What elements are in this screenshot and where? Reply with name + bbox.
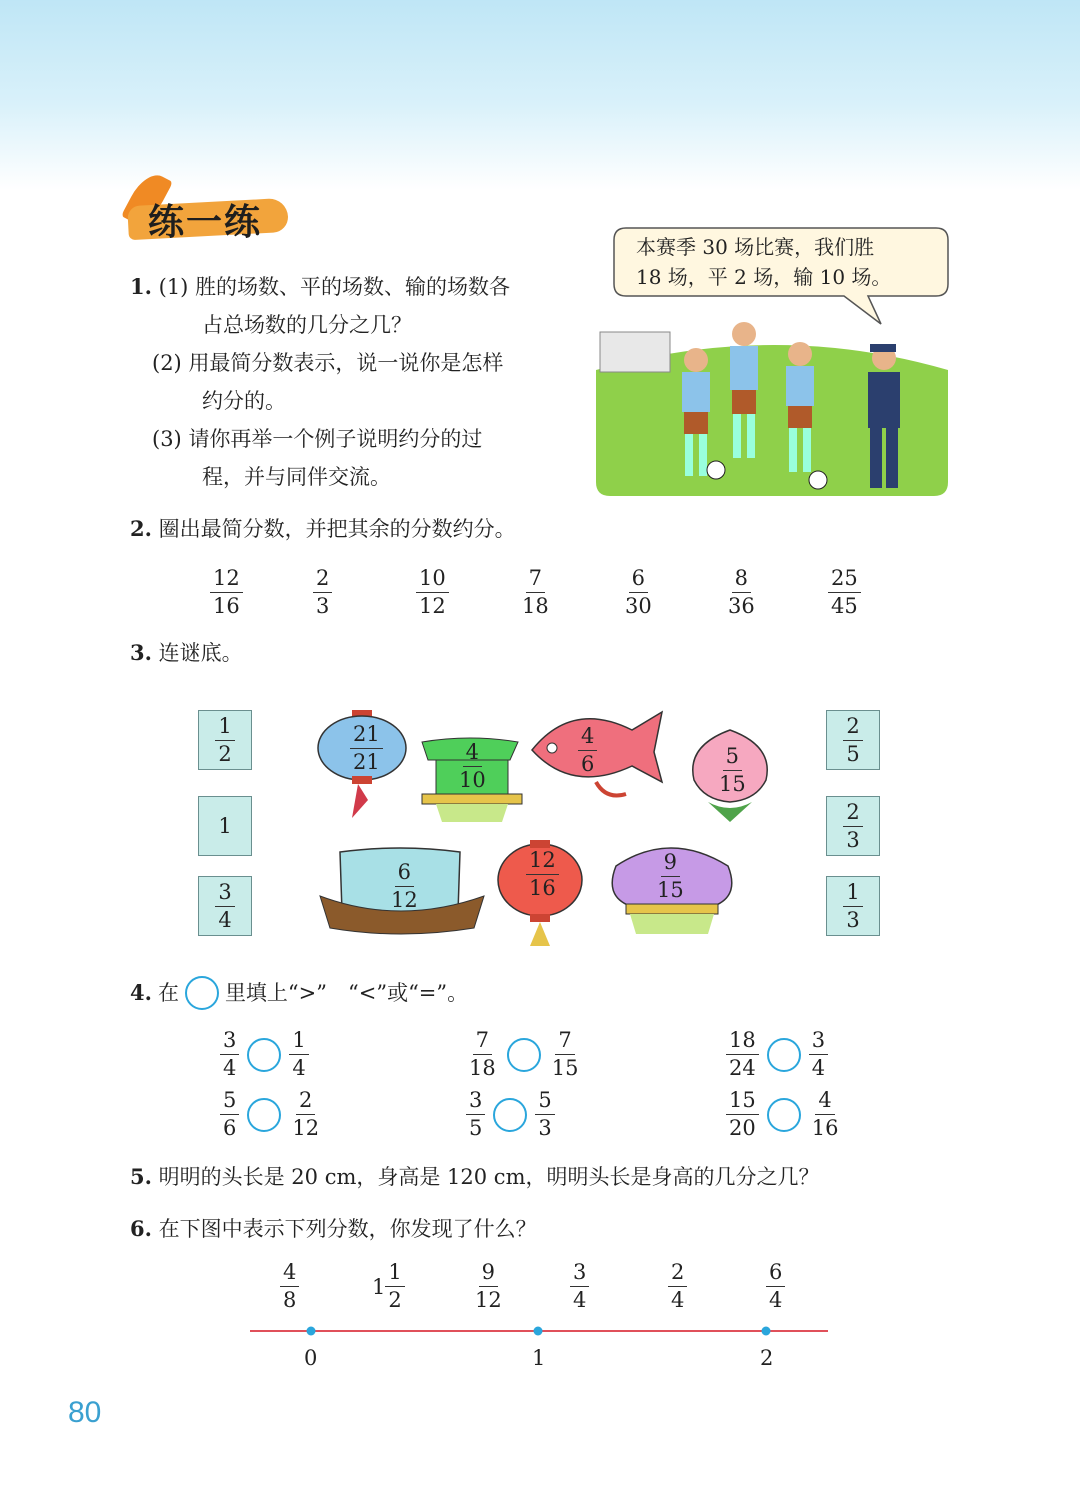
comparison-circle[interactable] — [767, 1038, 801, 1072]
q2-number: 2. — [130, 516, 152, 541]
riddle-fraction: $\frac{12}{16}$ — [526, 848, 559, 901]
tick-label: 1 — [532, 1346, 546, 1370]
fraction: $\frac{10}{12}$ — [416, 566, 449, 619]
speech-bubble-text — [636, 232, 891, 292]
fraction: $\frac{3}{4}$ — [570, 1260, 589, 1313]
bubble-line1: 本赛季 30 场比赛，我们胜 — [636, 235, 875, 259]
q1-part3-line1: 请你再举一个例子说明约分的过 — [188, 427, 483, 451]
comparison-item: $\frac{5}{6}$ $\frac{2}{12}$ — [220, 1088, 322, 1141]
answer-card-right[interactable]: $\frac{2}{5}$ — [826, 710, 880, 770]
riddle-fraction: $\frac{4}{10}$ — [459, 740, 486, 792]
riddle-fraction: $\frac{5}{15}$ — [719, 744, 746, 796]
q1-part3-line2: 程，并与同伴交流。 — [202, 465, 391, 489]
fraction: $\frac{6}{30}$ — [625, 566, 652, 618]
question-3 — [130, 634, 243, 672]
fraction: $\frac{25}{45}$ — [828, 566, 861, 619]
fraction: $\frac{7}{18}$ — [522, 566, 549, 618]
comparison-item: $\frac{15}{20}$ $\frac{4}{16}$ — [726, 1088, 841, 1141]
goal-icon — [600, 332, 670, 372]
number-line-point — [534, 1327, 543, 1336]
section-title: 练一练 — [148, 201, 263, 243]
comparison-circle[interactable] — [247, 1038, 281, 1072]
q1-part2-tag: (2) — [152, 351, 182, 375]
comparison-circle[interactable] — [493, 1098, 527, 1132]
page-number: 80 — [68, 1396, 102, 1429]
mixed-whole: 1 — [372, 1274, 386, 1299]
fraction: $\frac{4}{8}$ — [280, 1260, 299, 1313]
comparison-item: $\frac{7}{18}$ $\frac{7}{15}$ — [469, 1028, 579, 1080]
section-title-badge — [128, 172, 298, 244]
fraction: $\frac{9}{12}$ — [475, 1260, 502, 1312]
q2-fraction-row — [210, 566, 888, 619]
comparison-circle[interactable] — [767, 1098, 801, 1132]
q3-text: 连谜底。 — [158, 641, 243, 665]
question-2 — [130, 510, 516, 548]
comparison-item: $\frac{3}{5}$ $\frac{5}{3}$ — [466, 1088, 555, 1141]
fraction: $\frac{2}{3}$ — [313, 566, 332, 619]
q1-part1-tag: (1) — [158, 275, 189, 299]
q6-fraction-row — [280, 1260, 806, 1313]
q5-number: 5. — [130, 1164, 152, 1189]
q1-part3-tag: (3) — [152, 427, 182, 451]
bubble-line2: 18 场，平 2 场，输 10 场。 — [636, 265, 892, 289]
q1-number: 1. — [130, 274, 152, 299]
question-1 — [130, 268, 600, 496]
q1-part1-line1: 胜的场数、平的场数、输的场数各 — [195, 275, 511, 299]
number-line-point — [762, 1327, 771, 1336]
number-line-point — [307, 1327, 316, 1336]
q6-text: 在下图中表示下列分数，你发现了什么？ — [158, 1217, 537, 1241]
fraction: $\frac{8}{36}$ — [728, 566, 755, 618]
q4-pre: 在 — [157, 981, 179, 1005]
comparison-circle[interactable] — [247, 1098, 281, 1132]
comparison-item: $\frac{3}{4}$ $\frac{1}{4}$ — [220, 1028, 309, 1081]
answer-card-left[interactable]: 1 — [198, 796, 252, 856]
question-4 — [130, 974, 468, 1012]
fraction: $\frac{2}{4}$ — [668, 1260, 687, 1313]
q1-part1-line2: 占总场数的几分之几？ — [202, 313, 412, 337]
q3-number: 3. — [130, 640, 152, 665]
q5-text: 明明的头长是 20 cm，身高是 120 cm，明明头长是身高的几分之几？ — [158, 1165, 820, 1189]
q2-text: 圈出最简分数，并把其余的分数约分。 — [158, 517, 516, 541]
riddle-fraction: $\frac{6}{12}$ — [391, 860, 418, 912]
answer-card-left[interactable]: $\frac{1}{2}$ — [198, 710, 252, 770]
comparison-circle[interactable] — [507, 1038, 541, 1072]
q1-part2-line1: 用最简分数表示，说一说你是怎样 — [188, 351, 504, 375]
q4-post: 里填上“>” “<”或“=”。 — [224, 981, 469, 1005]
question-5 — [130, 1158, 819, 1196]
q4-number: 4. — [130, 980, 152, 1005]
fraction: $\frac{12}{16}$ — [210, 566, 243, 619]
number-line — [248, 1320, 832, 1344]
question-6 — [130, 1210, 537, 1248]
fraction: $\frac{6}{4}$ — [766, 1260, 785, 1313]
fraction: $\frac{1}{2}$ — [385, 1260, 404, 1313]
answer-card-right[interactable]: $\frac{2}{3}$ — [826, 796, 880, 856]
answer-card-right[interactable]: $\frac{1}{3}$ — [826, 876, 880, 936]
q1-part2-line2: 约分的。 — [202, 389, 286, 413]
ball-icon — [707, 461, 725, 479]
comparison-circle — [185, 976, 219, 1010]
tick-label: 2 — [760, 1346, 774, 1370]
riddle-fraction: $\frac{21}{21}$ — [350, 722, 383, 775]
riddle-fraction: $\frac{4}{6}$ — [578, 724, 597, 777]
header-band — [0, 0, 1080, 190]
answer-card-left[interactable]: $\frac{3}{4}$ — [198, 876, 252, 936]
ball-icon — [809, 471, 827, 489]
riddle-fraction: $\frac{9}{15}$ — [657, 850, 684, 902]
q6-number: 6. — [130, 1216, 152, 1241]
tick-label: 0 — [304, 1346, 318, 1370]
comparison-item: $\frac{18}{24}$ $\frac{3}{4}$ — [726, 1028, 828, 1081]
